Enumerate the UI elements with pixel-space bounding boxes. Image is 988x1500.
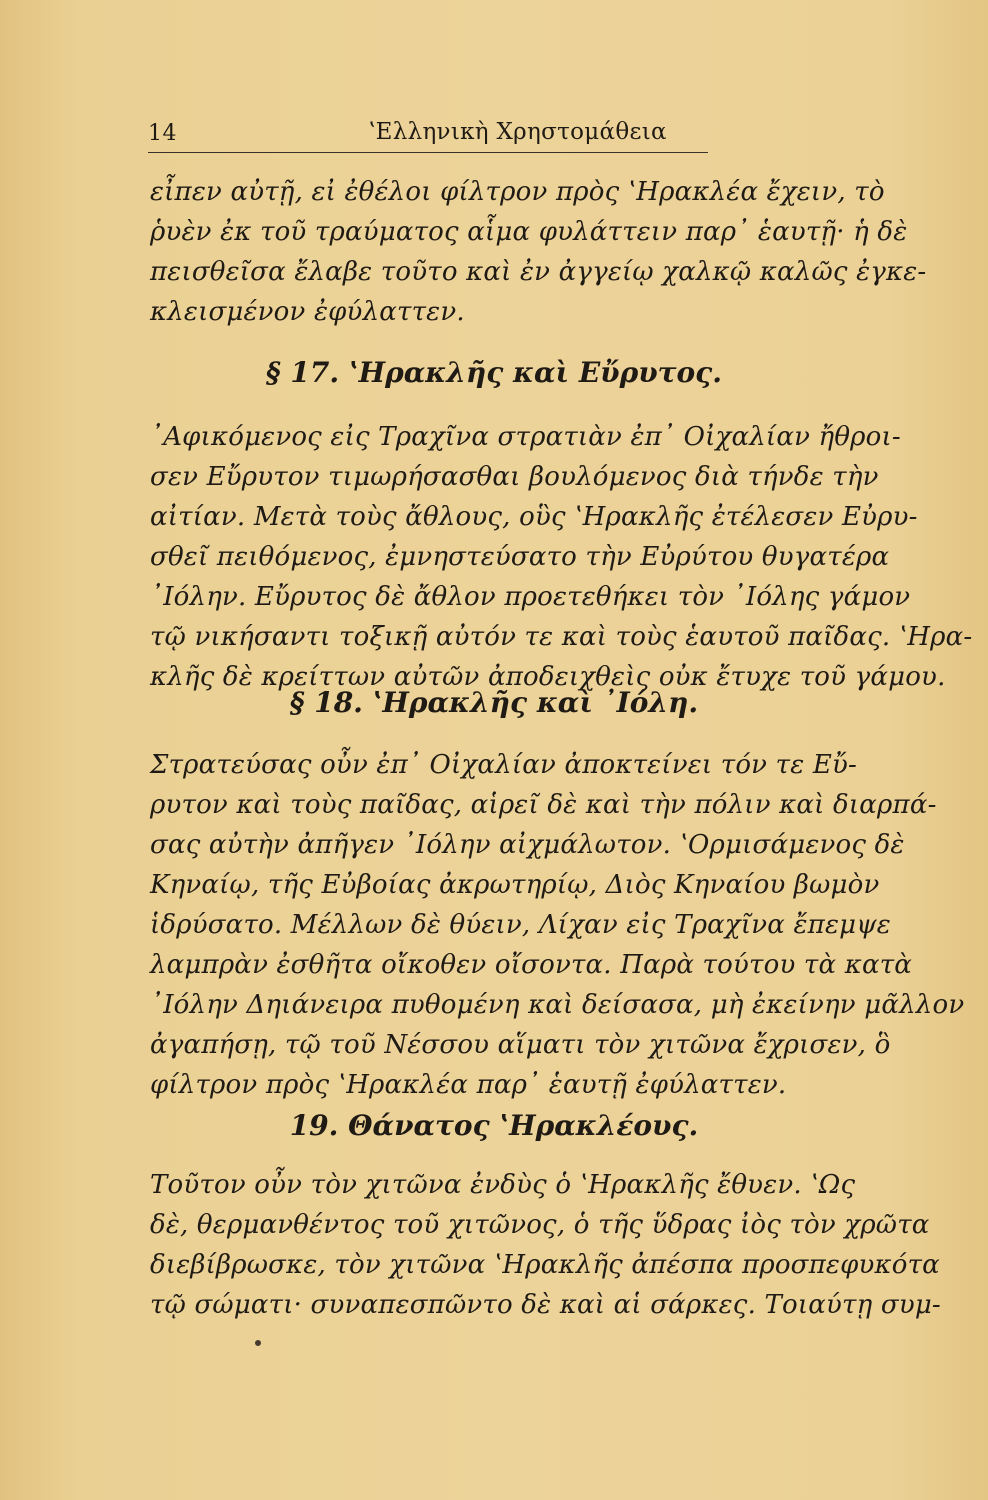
section-heading-19: 19. Θάνατος ʽΗρακλέους. <box>289 1109 699 1142</box>
text-line: πεισθεῖσα ἔλαβε τοῦτο καὶ ἐν ἀγγείῳ χαλκῷ καλῶς ἐγκε- <box>150 257 927 287</box>
page-number: 14 <box>148 121 177 146</box>
text-line: κλεισμένον ἐφύλαττεν. <box>150 297 465 327</box>
text-line: δὲ, θερμανθέντος τοῦ χιτῶνος, ὁ τῆς ὕδρας ἰὸς τὸν χρῶτα <box>150 1210 930 1240</box>
text-line: ᾽Ιόλην. Εὔρυτος δὲ ἄθλον προετεθήκει τὸν ᾽Ιόλης γάμον <box>150 582 911 612</box>
text-line: φίλτρον πρὸς ʽΗρακλέα παρ᾽ ἑαυτῇ ἐφύλαττεν. <box>150 1070 787 1100</box>
text-line: ῥυὲν ἐκ τοῦ τραύματος αἷμα φυλάττειν παρ᾽ ἑαυτῇ· ἡ δὲ <box>150 217 908 247</box>
running-title: ʽΕλληνικὴ Χρηστομάθεια <box>368 119 667 145</box>
text-line: ἱδρύσατο. Μέλλων δὲ θύειν, Λίχαν εἰς Τραχῖνα ἔπεμψε <box>150 910 891 940</box>
ink-speck <box>255 1340 261 1346</box>
text-line: ᾽Ιόλην Δηιάνειρα πυθομένη καὶ δείσασα, μὴ ἐκείνην μᾶλλον <box>150 990 965 1020</box>
text-line: σθεῖ πειθόμενος, ἐμνηστεύσατο τὴν Εὐρύτου θυγατέρα <box>150 542 890 572</box>
text-line: τῷ νικήσαντι τοξικῇ αὐτόν τε καὶ τοὺς ἑαυτοῦ παῖδας. ʽΗρα- <box>150 622 973 652</box>
text-line: διεβίβρωσκε, τὸν χιτῶνα ʽΗρακλῆς ἀπέσπα προσπεφυκότα <box>150 1250 940 1280</box>
text-line: Στρατεύσας οὖν ἐπ᾽ Οἰχαλίαν ἀποκτείνει τόν τε Εὔ- <box>150 750 858 780</box>
text-line: εἶπεν αὐτῇ, εἰ ἐθέλοι φίλτρον πρὸς ʽΗρακλέα ἔχειν, τὸ <box>150 177 885 207</box>
text-line: τῷ σώματι· συναπεσπῶντο δὲ καὶ αἱ σάρκες. Τοιαύτῃ συμ- <box>150 1290 941 1320</box>
text-line: ρυτον καὶ τοὺς παῖδας, αἱρεῖ δὲ καὶ τὴν πόλιν καὶ διαρπά- <box>150 790 937 820</box>
page-header <box>148 115 893 155</box>
text-line: κλῆς δὲ κρείττων αὐτῶν ἀποδειχθεὶς οὐκ ἔτυχε τοῦ γάμου. <box>150 662 946 692</box>
text-line: ᾽Αφικόμενος εἰς Τραχῖνα στρατιὰν ἐπ᾽ Οἰχαλίαν ἤθροι- <box>150 422 901 452</box>
text-line: σας αὐτὴν ἀπῆγεν ᾽Ιόλην αἰχμάλωτον. ʽΟρμισάμενος δὲ <box>150 830 905 860</box>
section-heading-17: § 17. ʽΗρακλῆς καὶ Εὔρυτος. <box>266 356 722 389</box>
section-heading-18: § 18. ʽΗρακλῆς καὶ ᾽Ιόλη. <box>289 686 699 719</box>
text-line: ἀγαπήσῃ, τῷ τοῦ Νέσσου αἵματι τὸν χιτῶνα ἔχρισεν, ὃ <box>150 1030 891 1060</box>
text-line: Τοῦτον οὖν τὸν χιτῶνα ἐνδὺς ὁ ʽΗρακλῆς ἔθυεν. ʽΩς <box>150 1170 856 1200</box>
text-line: αἰτίαν. Μετὰ τοὺς ἄθλους, οὓς ʽΗρακλῆς ἐτέλεσεν Εὐρυ- <box>150 502 918 532</box>
text-line: λαμπρὰν ἐσθῆτα οἴκοθεν οἴσοντα. Παρὰ τούτου τὰ κατὰ <box>150 950 913 980</box>
header-rule <box>148 152 708 153</box>
text-line: σεν Εὔρυτον τιμωρήσασθαι βουλόμενος διὰ τήνδε τὴν <box>150 462 879 492</box>
text-line: Κηναίῳ, τῆς Εὐβοίας ἀκρωτηρίῳ, Διὸς Κηναίου βωμὸν <box>150 870 880 900</box>
